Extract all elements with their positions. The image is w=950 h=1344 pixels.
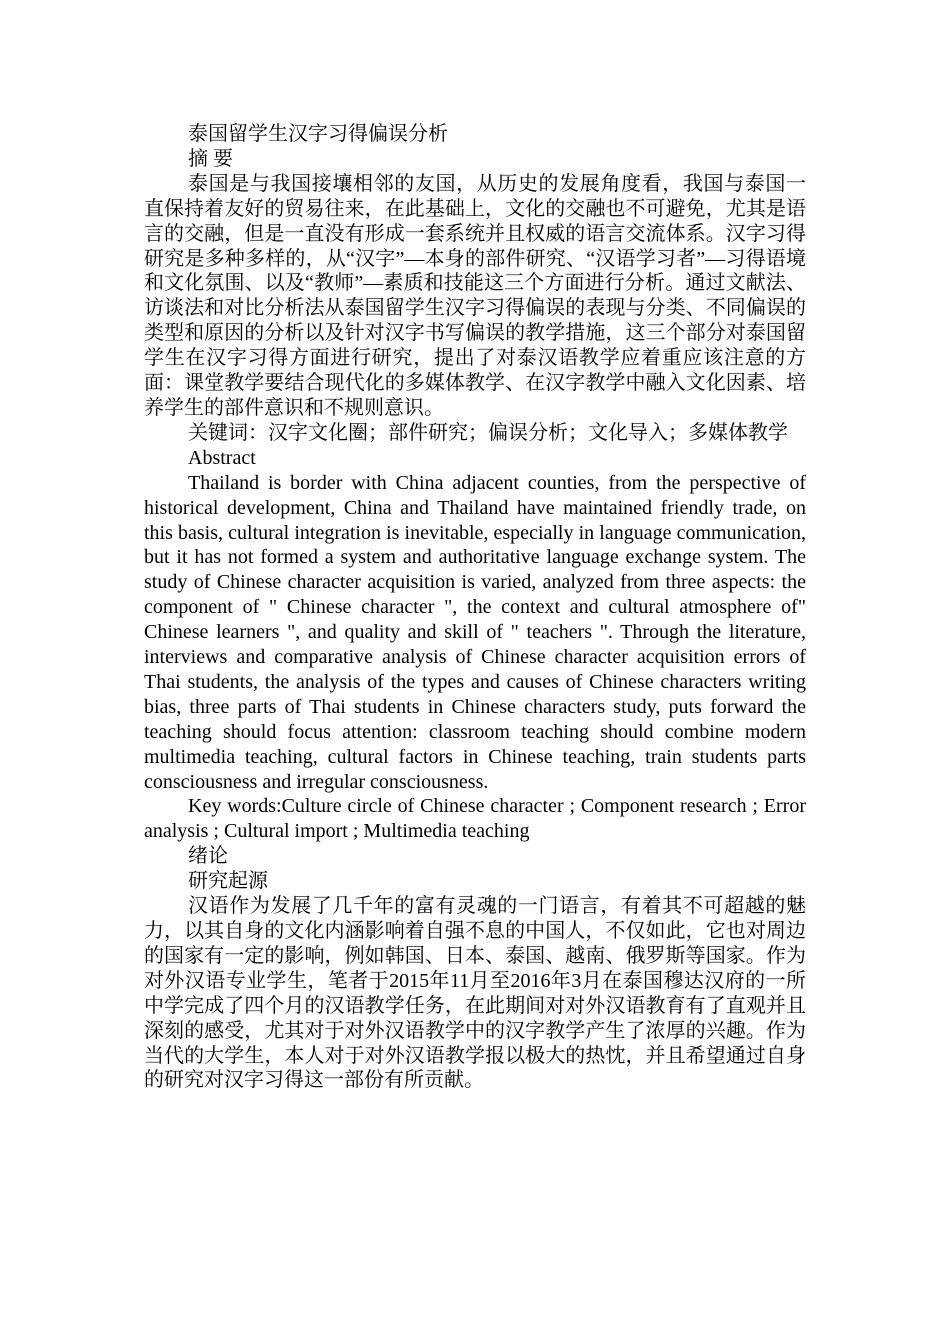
abstract-english-heading: Abstract (188, 446, 256, 469)
keywords-chinese: 关键词：汉字文化圈；部件研究；偏误分析；文化导入；多媒体教学 (188, 421, 788, 444)
abstract-chinese: 泰国是与我国接壤相邻的友国，从历史的发展角度看，我国与泰国一直保持着友好的贸易往来，在此基础上，文化的交融也不可避免，尤其是语言的交融，但是一直没有形成一套系统并且权威的语言交流体系。汉字习得研究是多种多样的，从“汉字”—本身的部件研究、“汉语学习者”—习得语境和文化氛围、以及“教师”—素质和技能这三个方面进行分析。通过文献法、访谈法和对比分析法从泰国留学生汉字习得偏误的表现与分类、不同偏误的类型和原因的分析以及针对汉字书写偏误的教学措施，这三个部分对泰国留学生在汉字习得方面进行研究，提出了对泰汉语教学应着重应该注意的方面：课堂教学要结合现代化的多媒体教学、在汉字教学中融入文化因素、培养学生的部件意识和不规则意识。 (144, 172, 806, 419)
introduction-body: 汉语作为发展了几千年的富有灵魂的一门语言，有着其不可超越的魅力，以其自身的文化内涵影响着自强不息的中国人，不仅如此，它也对周边的国家有一定的影响，例如韩国、日本、泰国、越南、俄罗斯等国家。作为对外汉语专业学生，笔者于2015年11月至2016年3月在泰国穆达汉府的一所中学完成了四个月的汉语教学任务，在此期间对对外汉语教育有了直观并且深刻的感受，尤其对于对外汉语教学中的汉字教学产生了浓厚的兴趣。作为当代的大学生，本人对于对外汉语教学报以极大的热忱，并且希望通过自身的研究对汉字习得这一部份有所贡献。 (144, 895, 806, 1092)
document-page (144, 122, 806, 1093)
abstract-heading: 摘 要 (188, 147, 233, 170)
document-title: 泰国留学生汉字习得偏误分析 (188, 123, 448, 145)
keywords-english: Key words:Culture circle of Chinese character ; Component research ; Error analysis ; Cultural import ; Multimedia teaching (144, 795, 806, 843)
abstract-english: Thailand is border with China adjacent counties, from the perspective of historical development, China and Thailand have maintained friendly trade, on this basis, cultural integration is inevitable, especially in language communication, but it has not formed a system and authoritative language exchange system. The study of Chinese character acquisition is varied, analyzed from three aspects: the component of " Chinese character ", the context and cultural atmosphere of" Chinese learners ", and quality and skill of " teachers ". Through the literature, interviews and comparative analysis of Chinese character acquisition errors of Thai students, the analysis of the types and causes of Chinese characters writing bias, three parts of Thai students in Chinese characters study, puts forward the teaching should focus attention: classroom teaching should combine modern multimedia teaching, cultural factors in Chinese teaching, train students parts consciousness and irregular consciousness. (144, 471, 806, 793)
section-heading: 研究起源 (188, 870, 268, 893)
introduction-heading: 绪论 (188, 845, 228, 868)
